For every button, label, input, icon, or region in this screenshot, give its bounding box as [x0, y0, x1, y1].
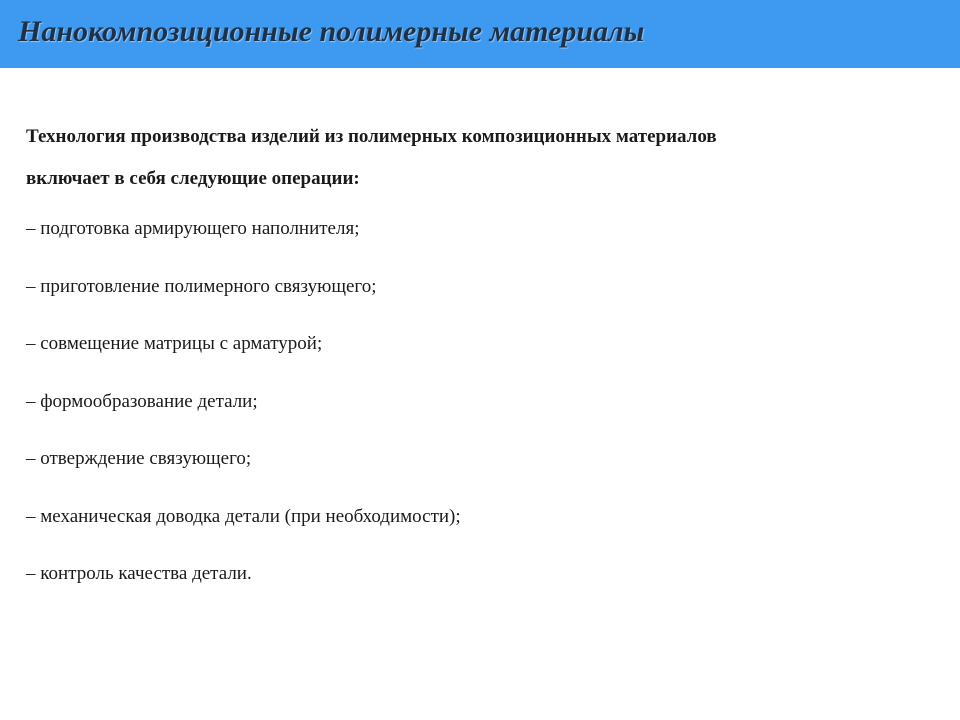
title-bar [0, 0, 960, 68]
operations-list [26, 200, 926, 603]
list-item: – приготовление полимерного связующего; [26, 275, 377, 297]
list-item: – контроль качества детали. [26, 563, 252, 584]
intro-line-1: Технология производства изделий из полимерных композиционных материалов [26, 126, 717, 147]
list-item: – отверждение связующего; [26, 448, 252, 469]
intro-paragraph [26, 116, 926, 200]
list-item: – совмещение матрицы с арматурой; [26, 333, 323, 354]
list-item: – механическая доводка детали (при необходимости); [26, 505, 461, 527]
list-item: – подготовка армирующего наполнителя; [26, 218, 360, 239]
slide-title: Нанокомпозиционные полимерные материалы [18, 15, 645, 48]
list-item: – формообразование детали; [26, 390, 258, 412]
intro-line-2: включает в себя следующие операции: [26, 168, 360, 189]
slide-content [26, 116, 926, 603]
